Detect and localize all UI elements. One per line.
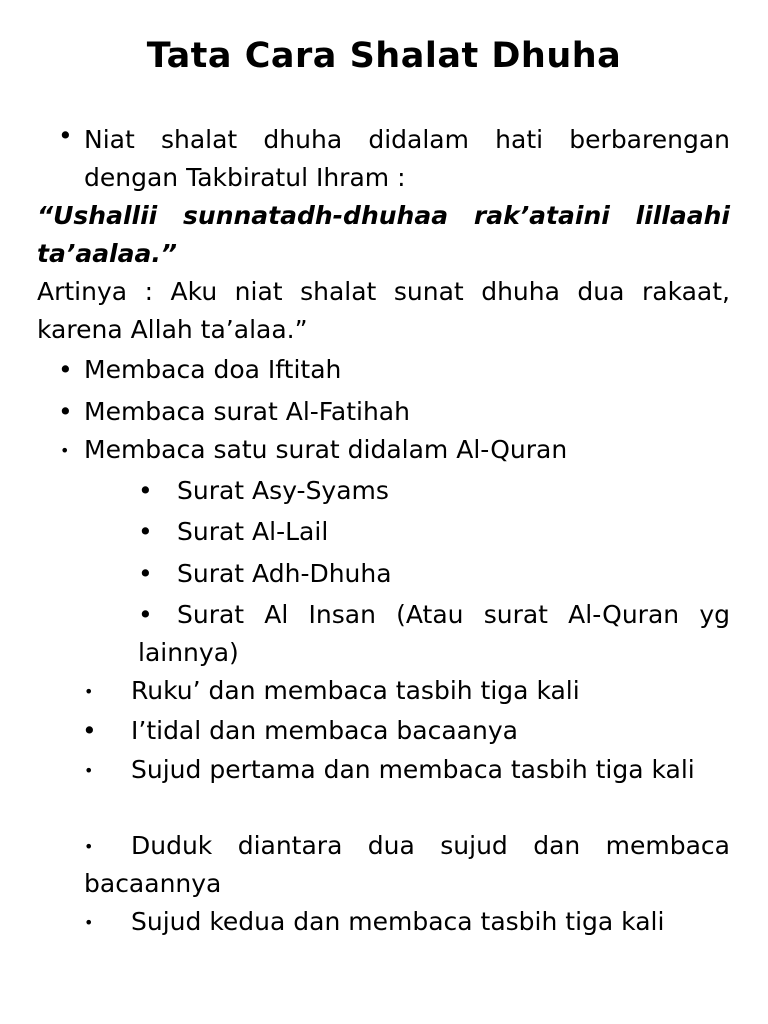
list-item: Sujud pertama dan membaca tasbih tiga kali (131, 755, 695, 784)
bullet-icon: • (138, 600, 153, 629)
niat-text: “Ushallii sunnatadh-dhuhaa rak’ataini lillaahi ta’aalaa.” (37, 201, 730, 268)
list-item: Membaca doa Iftitah (84, 355, 342, 384)
bullet-icon: • (138, 559, 153, 588)
list-item: I’tidal dan membaca bacaanya (131, 716, 518, 745)
sub-list-item: Surat Al-Lail (177, 517, 329, 546)
bullet-icon: • (58, 397, 73, 426)
bullet-icon: • (82, 716, 97, 745)
bullet-icon: • (58, 355, 73, 384)
artinya-text: Artinya : Aku niat shalat sunat dhuha dua rakaat, karena Allah ta’alaa.” (37, 277, 730, 344)
bullet-icon: • (138, 476, 153, 505)
list-item: Duduk diantara dua sujud dan membaca bacaannya (84, 831, 730, 898)
bullet-icon: • (84, 913, 94, 932)
bullet-icon: • (58, 121, 73, 150)
bullet-icon: • (84, 761, 94, 780)
list-item: Ruku’ dan membaca tasbih tiga kali (131, 676, 580, 705)
list-item: Membaca surat Al-Fatihah (84, 397, 410, 426)
sub-list-item: Surat Al Insan (Atau surat Al-Quran yg lainnya) (138, 600, 730, 667)
bullet-icon: • (84, 682, 94, 701)
bullet-icon: • (60, 441, 70, 460)
bullet-icon: • (138, 517, 153, 546)
list-item: Membaca satu surat didalam Al-Quran (84, 435, 568, 464)
sub-list-item: Surat Asy-Syams (177, 476, 389, 505)
page-title: Tata Cara Shalat Dhuha (146, 36, 622, 76)
list-item: Sujud kedua dan membaca tasbih tiga kali (131, 907, 665, 936)
bullet-icon: • (84, 837, 94, 856)
sub-list-item: Surat Adh-Dhuha (177, 559, 392, 588)
list-item-niat: Niat shalat dhuha didalam hati berbarengan dengan Takbiratul Ihram : (84, 125, 730, 192)
